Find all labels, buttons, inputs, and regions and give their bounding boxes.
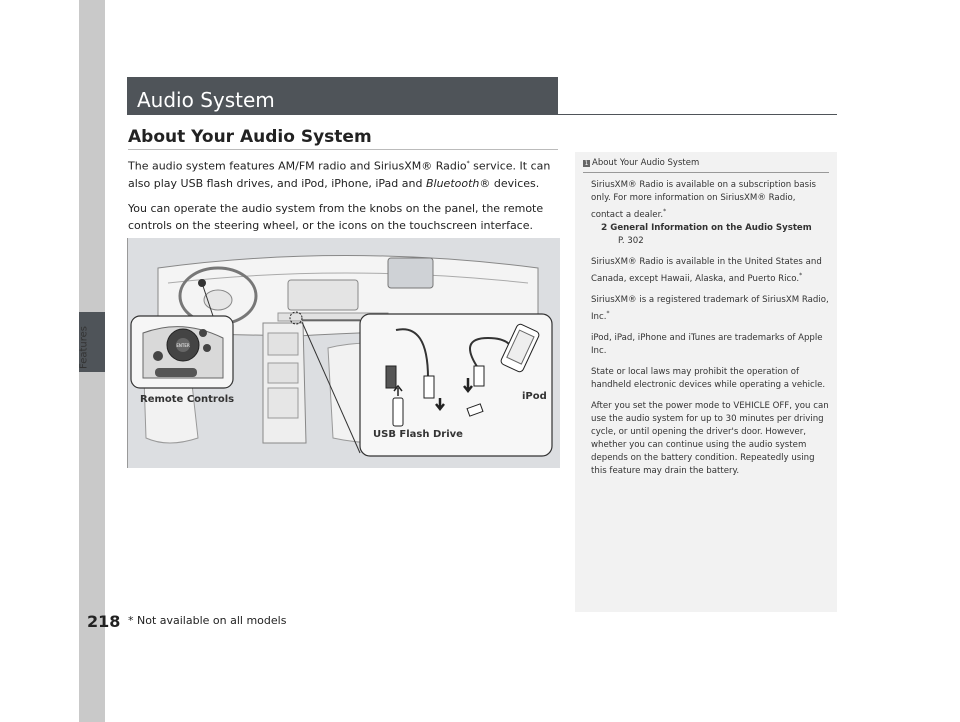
intro-text-2: service. It can also play USB flash drives, and iPod, iPhone, iPad and [128,159,551,190]
footnote-marker: * [799,271,803,279]
page-number: 218 [87,612,121,631]
xref-page: P. 302 [618,235,644,246]
sidebar-note [591,256,829,286]
sidebar-note-text: SiriusXM® Radio is available in the United States and Canada, except Hawaii, Alaska, and Puerto Rico. [591,256,822,284]
sidebar-note: iPod, iPad, iPhone and iTunes are trademarks of Apple Inc. [591,332,823,356]
sidebar-notes [575,152,837,612]
usb-flash-drive-icon [393,398,403,426]
bluetooth-term: Bluetooth [425,176,480,190]
title-rule [558,114,837,115]
sidebar-note-text: SiriusXM® Radio is available on a subscription basis only. For more information on SiriusXM® Radio, contact a dealer. [591,180,816,220]
sidebar-note: After you set the power mode to VEHICLE OFF, you can use the audio system for up to 30 minutes per driving cycle, or until opening the driver's door. However, whether you can continue using the audio system depends on the battery condition. Repeatedly using this feature may drain the battery. [591,400,829,476]
sidebar-note [591,294,829,324]
intro-paragraph [128,155,558,192]
xref-arrow-icon: 2 [601,222,608,233]
heading-rule [128,149,558,150]
audio-system-illustration [127,238,560,468]
dashboard-drawing [128,238,560,468]
ipod-label: iPod [522,391,547,402]
footnote: * Not available on all models [128,614,287,627]
sidebar-rule [583,172,829,173]
cross-reference-link[interactable] [601,222,829,235]
intro-text-1: The audio system features AM/FM radio and SiriusXM® Radio [128,159,467,173]
footnote-marker: * [466,160,470,167]
sidebar-heading [583,157,829,170]
controls-paragraph: You can operate the audio system from the knobs on the panel, the remote controls on the steering wheel, or the icons on the touchscreen interface. [128,202,544,232]
usb-flash-drive-label: USB Flash Drive [373,429,463,440]
usb-connector-icon [474,366,484,386]
footnote-marker: * [663,208,667,215]
remote-button-icon [199,329,207,337]
chapter-tab-label: Features [78,326,90,369]
remote-enter-label: ENTER [176,343,190,348]
footnote-marker: * [606,309,610,317]
usb-connector-icon [386,366,396,388]
remote-button-icon [153,351,163,361]
page-title: Audio System [127,77,558,115]
sidebar-heading-text: About Your Audio System [592,158,700,168]
section-heading: About Your Audio System [128,127,372,147]
remote-rocker-icon [155,368,197,377]
sidebar-note-text: SiriusXM® is a registered trademark of SiriusXM Radio, Inc. [591,294,829,322]
remote-controls-label: Remote Controls [140,394,235,405]
sidebar-note: State or local laws may prohibit the operation of handheld electronic devices while operating a vehicle. [591,366,826,390]
sidebar-note [591,179,829,222]
xref-title: General Information on the Audio System [610,222,812,233]
remote-button-icon [203,344,211,352]
note-marker-icon: 1 [584,160,589,167]
intro-text-3: ® devices. [479,176,540,190]
